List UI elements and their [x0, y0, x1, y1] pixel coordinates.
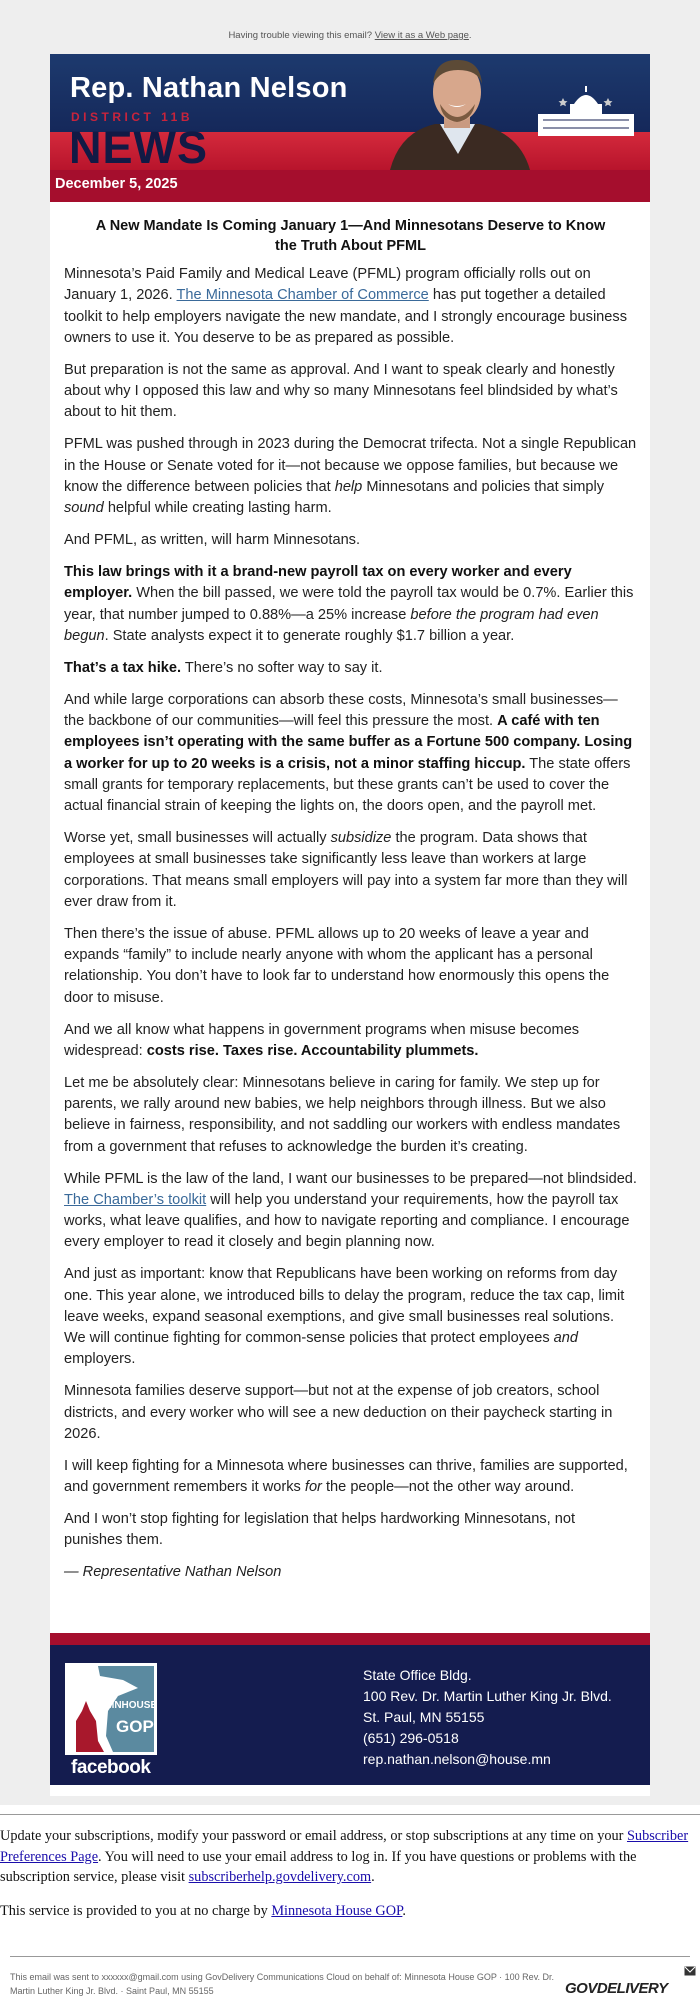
address-line-city: St. Paul, MN 55155 — [363, 1709, 485, 1725]
paragraph-text: And I won’t stop fighting for legislation that helps hardworking Minnesotans, not punishes them. — [64, 1511, 576, 1549]
govdelivery-logo[interactable]: GOVDELIVERY — [565, 1980, 668, 1997]
paragraph-text: Minnesota families deserve support—but not at the expense of job creators, school districts, and every worker who will see a new deduction on their paycheck starting in 2026. — [64, 1383, 613, 1442]
chamber-toolkit-link[interactable]: The Chamber’s toolkit — [64, 1191, 207, 1208]
signature: — Representative Nathan Nelson — [64, 1564, 282, 1581]
news-label: NEWS — [69, 122, 208, 173]
phone-number: (651) 296-0518 — [363, 1730, 459, 1746]
paragraph-text: Minnesota’s Paid Family and Medical Leave (PFML) program officially rolls out on January 1, 2026. — [64, 266, 591, 304]
service-notice — [0, 1902, 406, 1920]
paragraph-text: And just as important: know that Republicans have been working on reforms from day one. This year alone, we introduced bills to delay the program, reduce the tax cap, limit leave weeks, expand seasonal exemptions, and give small businesses real solutions. We will continue fighting for common-sense policies that protect employees — [64, 1266, 625, 1347]
bold-text: This law brings with it a brand-new payroll tax on every worker and every employer. — [64, 563, 572, 602]
article — [50, 202, 650, 1584]
paragraph-text: While PFML is the law of the land, I want our businesses to be prepared—not blindsided. — [64, 1170, 637, 1187]
legal-text: This email was sent to xxxxxx@gmail.com using GovDelivery Communications Cloud on behalf of: Minnesota House GOP · 100 Rev. Dr. Martin Luther King Jr. Blvd. · Saint Paul, MN 55155 — [10, 1972, 555, 1996]
email-body — [50, 54, 650, 1796]
paragraph — [64, 1073, 637, 1158]
paragraph — [64, 360, 637, 424]
address-line-building: State Office Bldg. — [363, 1667, 472, 1683]
contact-footer — [50, 1645, 650, 1785]
subscription-notice — [0, 1826, 700, 1888]
office-address — [363, 1665, 612, 1770]
paragraph-text: has put together a detailed toolkit to help employers navigate the new mandate, and I strongly encourage business owners to use it. You deserve to be as prepared as possible. — [64, 287, 628, 346]
divider — [10, 1956, 690, 1957]
bold-text: That’s a tax hike. — [64, 659, 182, 676]
paragraph — [64, 1264, 637, 1370]
italic-text: subsidize — [330, 829, 392, 846]
address-line-street: 100 Rev. Dr. Martin Luther King Jr. Blvd. — [363, 1688, 612, 1704]
paragraph — [64, 264, 637, 349]
paragraph-text: And we all know what happens in government programs when misuse becomes widespread: — [64, 1021, 580, 1059]
subscription-text: Update your subscriptions, modify your password or email address, or stop subscriptions at any time on your — [0, 1828, 627, 1844]
paragraph-text: . State analysts expect it to generate roughly $1.7 billion a year. — [104, 627, 515, 644]
newsletter-date: December 5, 2025 — [55, 176, 178, 192]
preheader — [0, 30, 700, 42]
paragraph-text: the people—not the other way around. — [321, 1479, 575, 1496]
subscriber-help-link[interactable]: subscriberhelp.govdelivery.com — [188, 1869, 372, 1885]
view-web-page-link[interactable]: View it as a Web page — [374, 30, 469, 41]
email-address[interactable]: rep.nathan.nelson@house.mn — [363, 1751, 551, 1767]
district-label: DISTRICT 11B — [71, 110, 194, 124]
paragraph — [64, 1509, 637, 1552]
paragraph-text: I will keep fighting for a Minnesota where businesses can thrive, families are supported, and government remembers it works — [64, 1457, 628, 1496]
paragraph — [64, 658, 637, 679]
paragraph-text: But preparation is not the same as approval. And I want to speak clearly and honestly about why I opposed this law and why so many Minnesotans feel blindsided by what’s about to hit them. — [64, 361, 618, 421]
paragraph — [64, 1020, 637, 1063]
paragraph-text: The state offers small grants for temporary replacements, but these grants can’t be used to cover the actual financial strain of keeping the lights on, the doors open, and the payroll met. — [64, 755, 631, 815]
paragraph — [64, 690, 637, 818]
rep-portrait-photo — [380, 54, 535, 170]
envelope-icon — [684, 1966, 696, 1976]
paragraph-text: Worse yet, small businesses will actually — [64, 829, 331, 846]
paragraph-text: the program. Data shows that employees at small businesses take significantly less leave than workers at large corporations. That means small employers will pay into a system far more than they will ever draw from it. — [64, 829, 628, 910]
paragraph-text: There’s no softer way to say it. — [181, 659, 383, 676]
paragraph — [64, 1456, 637, 1499]
paragraph-text: employers. — [64, 1351, 136, 1368]
paragraph-text: And PFML, as written, will harm Minnesotans. — [64, 532, 361, 549]
paragraph-text: PFML was pushed through in 2023 during the Democrat trifecta. Not a single Republican in the House or Senate voted for it—not because we oppose families, but because we know the difference between policies that — [64, 436, 637, 495]
subscription-text-2: . You will need to use your email address to log in. If you have questions or problems with the subscription service, please visit — [0, 1848, 637, 1885]
subscription-text-end: . — [371, 1869, 375, 1885]
paragraph — [64, 530, 637, 551]
capitol-building-icon — [538, 86, 634, 136]
article-title: A New Mandate Is Coming January 1—And Minnesotans Deserve to Know the Truth About PFML — [95, 218, 606, 254]
bold-text: costs rise. Taxes rise. Accountability plummets. — [146, 1042, 479, 1059]
paragraph — [64, 1381, 637, 1445]
paragraph-text: Then there’s the issue of abuse. PFML allows up to 20 weeks of leave a year and expands “family” to include nearly anyone with whom the applicant has a personal relationship. You don’t have to look far to understand how enormously this opens the door to misuse. — [64, 925, 610, 1006]
preheader-end: . — [468, 30, 472, 41]
subscriber-preferences-link[interactable]: Subscriber Preferences Page — [0, 1828, 689, 1865]
paragraph — [64, 1169, 637, 1254]
italic-text: sound — [64, 500, 104, 517]
service-text: This service is provided to you at no charge by — [0, 1903, 272, 1919]
article-paragraphs — [64, 264, 637, 1552]
paragraph — [64, 434, 637, 519]
preheader-text: Having trouble viewing this email? — [228, 30, 375, 41]
italic-text: before the program had even begun — [64, 606, 599, 644]
italic-text: for — [304, 1479, 322, 1496]
mn-house-gop-logo[interactable] — [65, 1663, 157, 1755]
paragraph-text: And while large corporations can absorb these costs, Minnesota’s small businesses—the backbone of our communities—will feel this pressure the most. — [64, 691, 618, 729]
italic-text: help — [334, 478, 363, 495]
logo-text-mnhouse: MNHOUSE — [106, 1700, 154, 1711]
paragraph-text: will help you understand your requirements, how the payroll tax works, what leave qualifies, and how to navigate reporting and compliance. I encourage every employer to read it closely and begin planning now. — [64, 1191, 630, 1251]
paragraph — [64, 562, 637, 647]
italic-text: and — [553, 1330, 579, 1347]
paragraph — [64, 828, 637, 913]
facebook-link[interactable]: facebook — [71, 1757, 151, 1778]
rep-name: Rep. Nathan Nelson — [70, 72, 348, 104]
paragraph — [64, 924, 637, 1009]
service-end: . — [402, 1903, 406, 1919]
paragraph-text: helpful while creating lasting harm. — [103, 500, 332, 517]
paragraph-text: Minnesotans and policies that simply — [362, 478, 605, 495]
chamber-toolkit-link[interactable]: The Minnesota Chamber of Commerce — [176, 287, 429, 304]
minnesota-house-gop-link[interactable]: Minnesota House GOP — [271, 1903, 403, 1919]
paragraph-text: Let me be absolutely clear: Minnesotans believe in caring for family. We step up for parents, we rally around new babies, we help neighbors through illness. But we also believe in fairness, responsibility, and not saddling our workers with endless mandates from a government that refuses to acknowledge the burden it’s creating. — [64, 1074, 621, 1155]
bold-text: A café with ten employees isn’t operating with the same buffer as a Fortune 500 company. Losing a worker for up to 20 weeks is a crisis, not a minor staffing hiccup. — [64, 712, 633, 772]
footer-red-stripe — [50, 1633, 650, 1645]
paragraph-text: When the bill passed, we were told the payroll tax would be 0.7%. Earlier this year, that number jumped to 0.88%—a 25% increase — [64, 585, 634, 623]
logo-text-gop: GOP — [116, 1717, 154, 1736]
minnesota-map-icon — [68, 1666, 154, 1752]
header-banner — [50, 54, 650, 202]
divider — [0, 1814, 700, 1815]
